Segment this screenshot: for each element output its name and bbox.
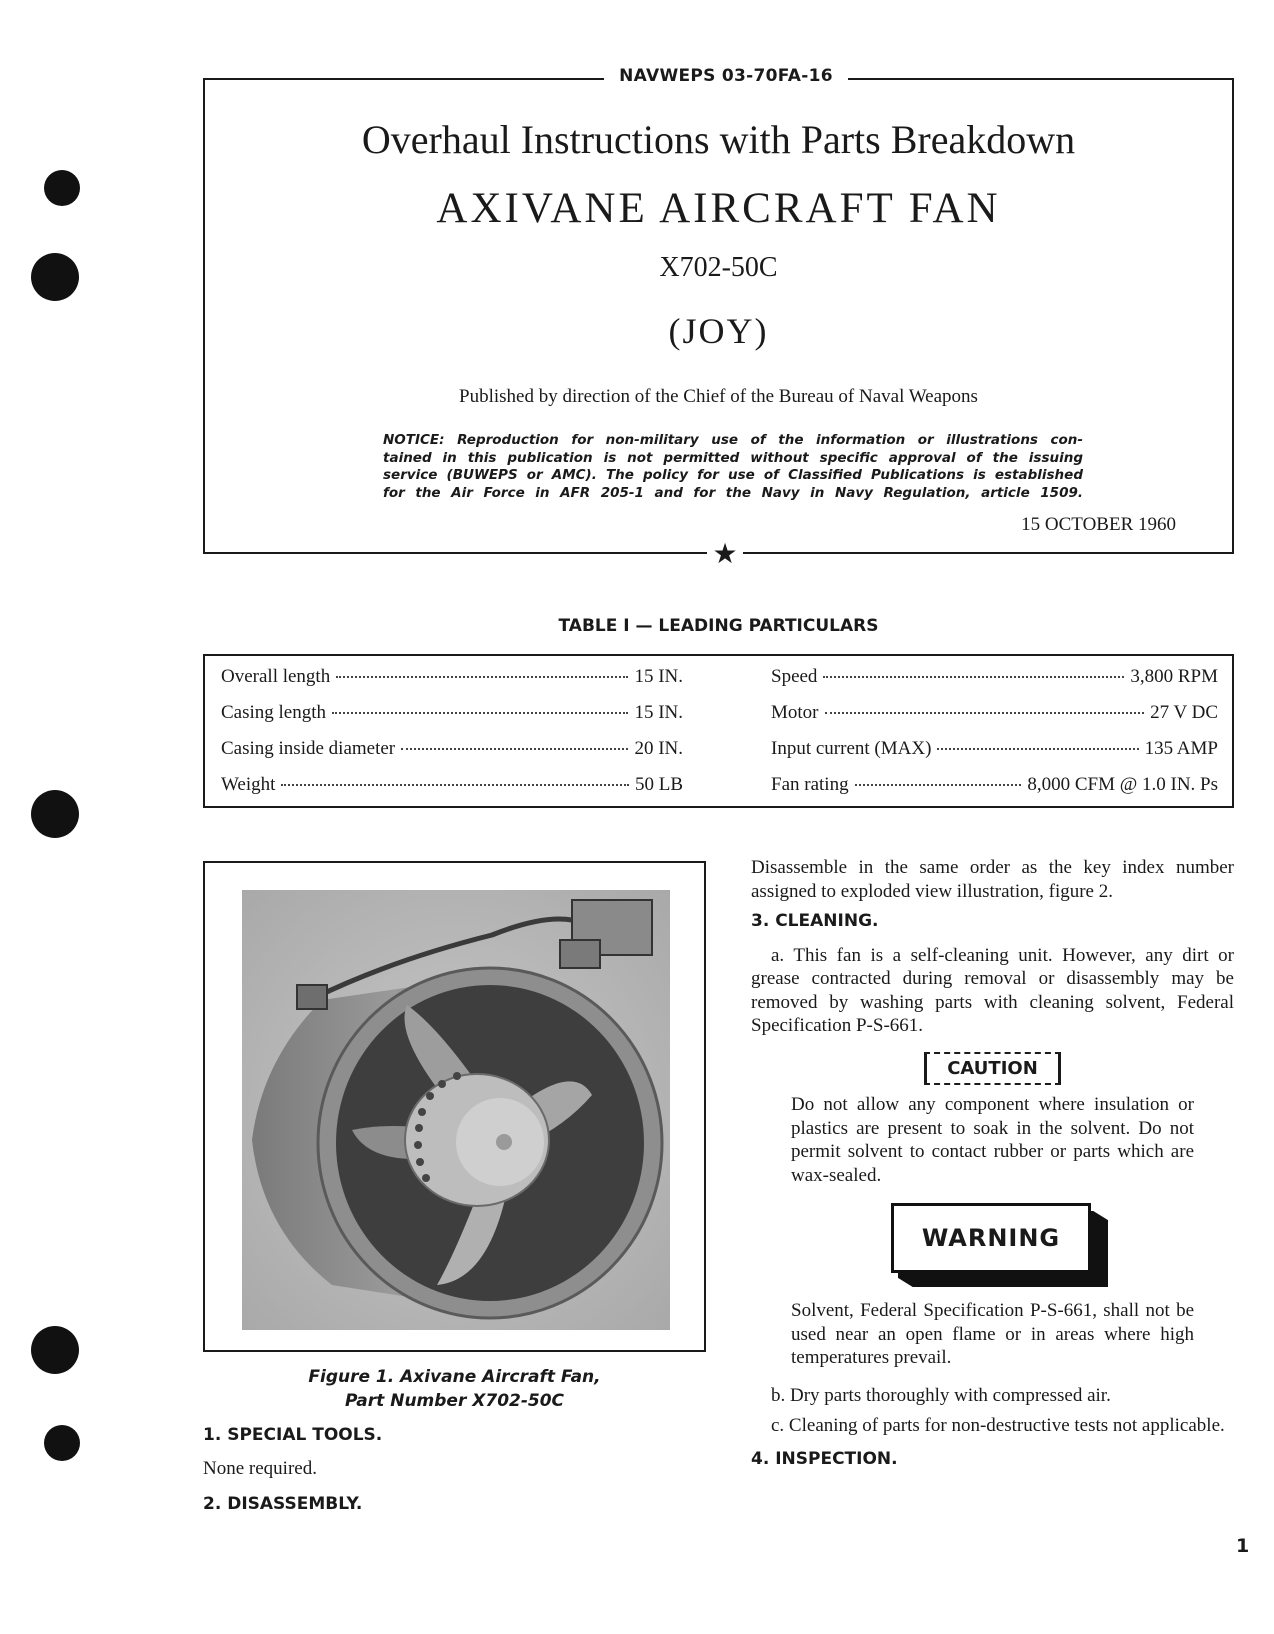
- binder-hole-2: [31, 253, 79, 301]
- table-row: [221, 702, 683, 724]
- publication-date: 15 OCTOBER 1960: [1021, 514, 1176, 535]
- leading-particulars-table: [203, 654, 1234, 808]
- star-icon: ★: [707, 537, 743, 573]
- document-title: Overhaul Instructions with Parts Breakdown: [361, 117, 1076, 162]
- published-by: Published by direction of the Chief of the Bureau of Naval Weapons: [459, 386, 978, 407]
- table-row: [221, 666, 683, 688]
- table-row: [221, 738, 683, 760]
- leader-dots: [332, 712, 628, 714]
- notice-block: [383, 432, 1083, 502]
- leader-dots: [855, 784, 1022, 786]
- notice-line: for the Air Force in AFR 205-1 and for the Navy in Navy Regulation, article 1509.: [383, 484, 1083, 501]
- figure-caption-line: Figure 1. Axivane Aircraft Fan,: [308, 1367, 601, 1387]
- row-value: 15 IN.: [634, 702, 683, 723]
- disassembly-text: Disassemble in the same order as the key index number assigned to exploded view illustration, figure 2.: [751, 857, 1234, 902]
- table-row: [771, 774, 1218, 796]
- leader-dots: [281, 784, 629, 786]
- notice-line: tained in this publication is not permitted without specific approval of the issuing: [383, 449, 1083, 466]
- binder-hole-5: [44, 1425, 80, 1461]
- warning-callout: [751, 1203, 1234, 1287]
- leader-dots: [825, 712, 1145, 714]
- section-heading-special-tools: 1. SPECIAL TOOLS.: [203, 1425, 383, 1445]
- row-value: 135 AMP: [1144, 738, 1218, 759]
- row-value: 27 V DC: [1150, 702, 1218, 723]
- binder-hole-3: [31, 790, 79, 838]
- warning-text: Solvent, Federal Specification P-S-661, shall not be used near an open flame or in areas where high temperatures prevail.: [791, 1300, 1194, 1368]
- right-column: [751, 856, 1234, 1481]
- part-number: X702-50C: [659, 252, 778, 283]
- table-row: [771, 738, 1218, 760]
- warning-label: WARNING: [891, 1203, 1091, 1273]
- row-value: 15 IN.: [634, 666, 683, 687]
- leader-dots: [823, 676, 1124, 678]
- table-row: [221, 774, 683, 796]
- row-label: Fan rating: [771, 774, 849, 795]
- figure-frame: [203, 861, 706, 1352]
- row-label: Casing length: [221, 702, 327, 723]
- row-value: 20 IN.: [634, 738, 683, 759]
- publication-number: NAVWEPS 03-70FA-16: [604, 66, 848, 88]
- table-caption: TABLE I — LEADING PARTICULARS: [558, 616, 879, 636]
- row-label: Motor: [771, 702, 819, 723]
- section-heading-disassembly: 2. DISASSEMBLY.: [203, 1494, 363, 1514]
- row-label: Weight: [221, 774, 276, 795]
- caution-callout: [751, 1052, 1234, 1086]
- leader-dots: [937, 748, 1138, 750]
- fan-photo: [242, 890, 670, 1330]
- caution-text: Do not allow any component where insulation or plastics are present to soak in the solvent. Do not permit solvent to contact rubber or parts which are wax-sealed.: [791, 1094, 1194, 1186]
- special-tools-text: None required.: [203, 1458, 317, 1479]
- notice-line: NOTICE: Reproduction for non-military use of the information or illustrations con-: [383, 432, 1083, 448]
- row-label: Speed: [771, 666, 818, 687]
- title-block: [203, 78, 1234, 554]
- notice-line: service (BUWEPS or AMC). The policy for use of Classified Publications is established: [383, 467, 1083, 483]
- row-label: Overall length: [221, 666, 331, 687]
- cleaning-paragraph-c: c. Cleaning of parts for non-destructive tests not applicable.: [771, 1415, 1225, 1436]
- table-row: [771, 666, 1218, 688]
- caution-label: CAUTION: [924, 1052, 1061, 1086]
- cleaning-paragraph-b: b. Dry parts thoroughly with compressed air.: [771, 1384, 1111, 1406]
- row-value: 8,000 CFM @ 1.0 IN. Ps: [1027, 774, 1218, 795]
- figure-caption: [203, 1365, 706, 1413]
- row-label: Casing inside diameter: [221, 738, 396, 759]
- binder-hole-1: [44, 170, 80, 206]
- leader-dots: [401, 748, 628, 750]
- table-row: [771, 702, 1218, 724]
- row-value: 50 LB: [634, 774, 683, 795]
- manufacturer: (JOY): [668, 311, 769, 351]
- section-heading-inspection: 4. INSPECTION.: [751, 1448, 898, 1469]
- page-number: 1: [1236, 1535, 1250, 1557]
- figure-caption-line: Part Number X702-50C: [344, 1391, 565, 1411]
- row-value: 3,800 RPM: [1130, 666, 1218, 687]
- binder-hole-4: [31, 1326, 79, 1374]
- section-heading-cleaning: 3. CLEANING.: [751, 911, 879, 931]
- leader-dots: [336, 676, 628, 678]
- row-label: Input current (MAX): [771, 738, 932, 759]
- equipment-name: AXIVANE AIRCRAFT FAN: [436, 185, 1001, 232]
- cleaning-paragraph-a: a. This fan is a self-cleaning unit. However, any dirt or grease contracted during removal or disassembly may be removed by washing parts with cleaning solvent, Federal Specification P-S-661.: [751, 944, 1234, 1036]
